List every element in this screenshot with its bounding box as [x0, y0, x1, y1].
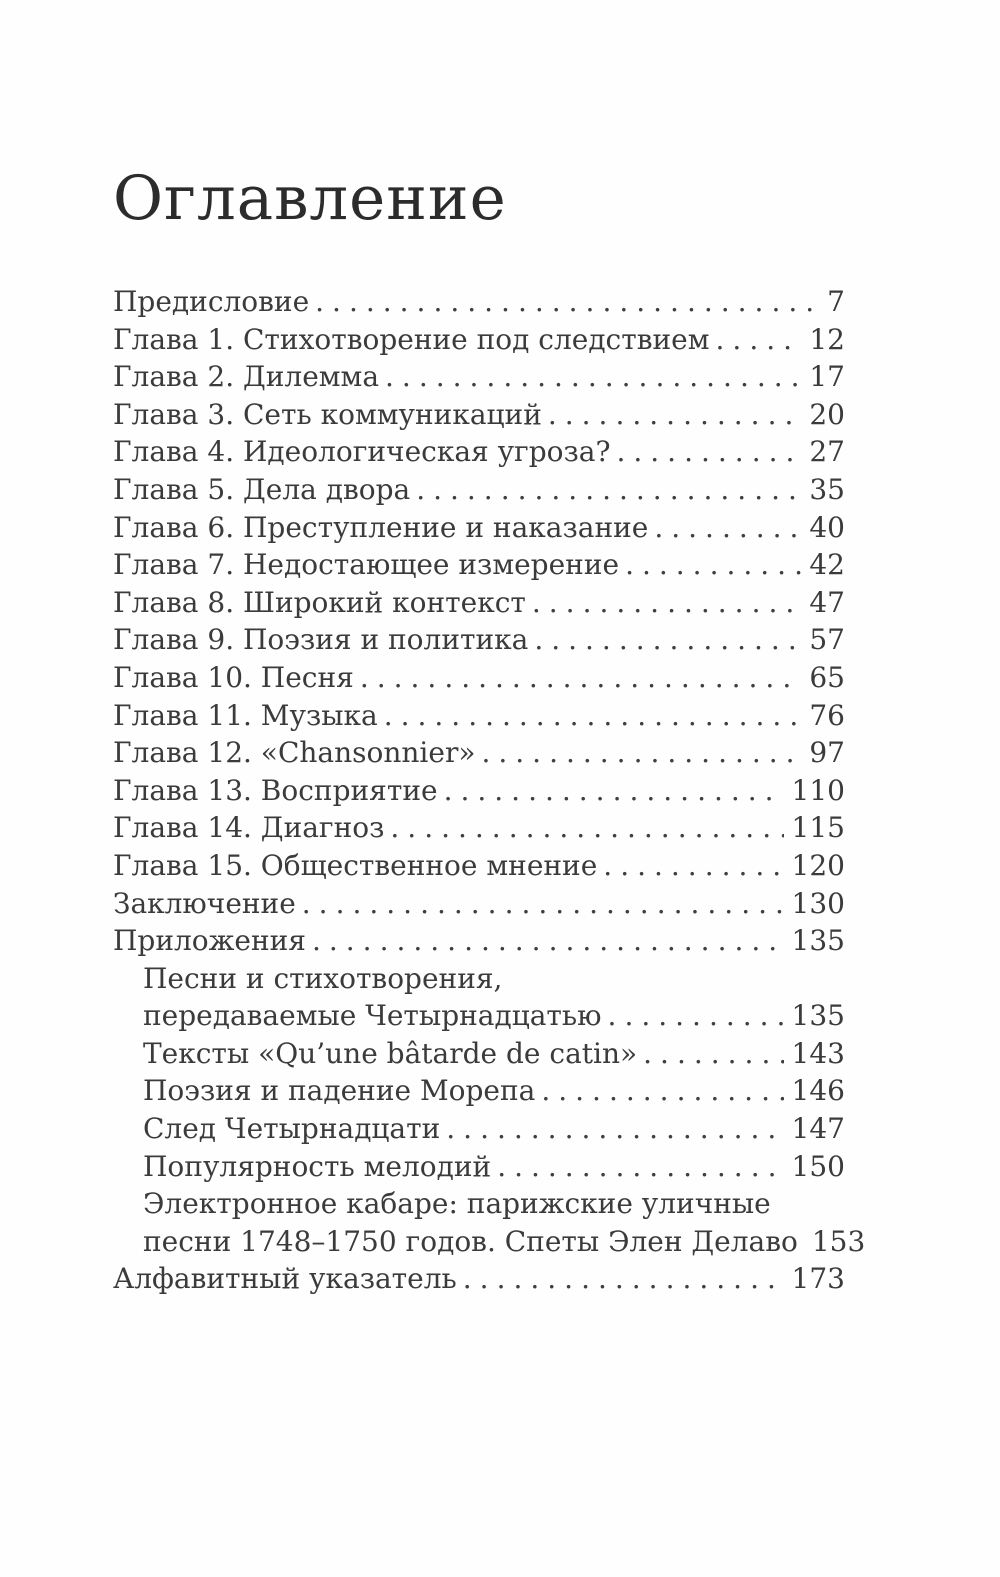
toc-entry [113, 1035, 845, 1073]
toc-entry [113, 1072, 845, 1110]
toc-leader-dots [541, 1072, 783, 1110]
toc-leader-dots [716, 321, 802, 359]
toc-entry-page: 97 [809, 736, 845, 770]
toc-leader-dots [654, 509, 801, 547]
toc-leader-dots [616, 433, 801, 471]
toc-leader-dots [608, 997, 784, 1035]
toc-entry [113, 734, 845, 772]
toc-entry-line [113, 509, 845, 547]
toc-leader-dots [463, 1260, 784, 1298]
toc-entry-line [113, 321, 845, 359]
toc-leader-dots [446, 1110, 783, 1148]
toc-entry-page: 57 [809, 623, 845, 657]
toc-entry [113, 471, 845, 509]
toc-entry [113, 922, 845, 960]
toc-entry-label: След Четырнадцати [143, 1112, 441, 1146]
toc-entry [113, 1110, 845, 1148]
toc-entry-line [143, 997, 845, 1035]
toc-entry-page: 150 [791, 1149, 845, 1183]
toc-entry-page: 147 [791, 1112, 845, 1146]
toc-entry [113, 396, 845, 434]
toc-entry [113, 960, 845, 1035]
toc-entry-label: Предисловие [113, 285, 310, 318]
toc-leader-dots [390, 809, 783, 847]
toc-entry-preline: Песни и стихотворения, [143, 961, 503, 995]
toc-leader-dots [302, 885, 784, 923]
toc-entry [113, 847, 845, 885]
page-title: Оглавление [113, 163, 507, 234]
toc-entry [113, 358, 845, 396]
toc-entry-label: Глава 1. Стихотворение под следствием [113, 322, 710, 356]
toc-entry-line [113, 922, 845, 960]
toc-entry-label: песни 1748–1750 годов. Спеты Элен Делаво [143, 1224, 798, 1258]
toc-entry-page: 42 [809, 548, 845, 582]
toc-leader-dots [497, 1148, 783, 1186]
toc-entry-page: 135 [791, 924, 845, 958]
toc-entry-page: 7 [827, 285, 845, 318]
toc-leader-dots [643, 1035, 783, 1073]
toc-entry-line [113, 1260, 845, 1298]
toc-entry-label: Глава 11. Музыка [113, 698, 378, 732]
toc-entry-label: Глава 13. Восприятие [113, 773, 438, 807]
toc-entry-page: 12 [809, 322, 845, 356]
toc-entry-line [113, 546, 845, 584]
toc-leader-dots [548, 396, 802, 434]
toc-entry [113, 1148, 845, 1186]
toc-entry-line [113, 358, 845, 396]
toc-list [113, 283, 866, 1298]
toc-entry-line [113, 659, 845, 697]
toc-entry [113, 772, 845, 810]
toc-entry-label: Заключение [113, 886, 296, 920]
toc-entry-page: 130 [791, 886, 845, 920]
toc-entry [113, 1260, 845, 1298]
toc-entry-page: 76 [809, 698, 845, 732]
toc-entry-page: 35 [809, 472, 845, 506]
toc-entry-page: 146 [791, 1074, 845, 1108]
toc-leader-dots [532, 584, 801, 622]
toc-entry-label: Популярность мелодий [143, 1149, 492, 1183]
toc-entry-label: Глава 14. Диагноз [113, 811, 385, 845]
toc-entry [113, 697, 845, 735]
toc-entry-label: Глава 6. Преступление и наказание [113, 510, 649, 544]
toc-leader-dots [625, 546, 801, 584]
toc-leader-dots [444, 772, 784, 810]
toc-entry-label: Глава 15. Общественное мнение [113, 848, 598, 882]
toc-entry [113, 584, 845, 622]
toc-entry-line [143, 1035, 845, 1073]
toc-entry-label: Глава 5. Дела двора [113, 472, 411, 506]
toc-entry-label: Алфавитный указатель [113, 1262, 457, 1296]
toc-entry-line [113, 847, 845, 885]
toc-leader-dots [481, 734, 801, 772]
toc-entry-line [143, 1148, 845, 1186]
toc-entry-line [113, 734, 845, 772]
toc-entry-page: 153 [811, 1224, 866, 1258]
toc-entry-line [113, 621, 845, 659]
toc-entry-label: Глава 4. Идеологическая угроза? [113, 435, 611, 469]
toc-leader-dots [312, 922, 784, 960]
toc-entry-page: 17 [809, 360, 845, 394]
toc-entry-page: 110 [791, 773, 845, 807]
toc-entry-line [113, 809, 845, 847]
toc-entry-label: Глава 3. Сеть коммуникаций [113, 397, 542, 431]
toc-entry-line [113, 697, 845, 735]
toc-entry-page: 20 [809, 397, 845, 431]
toc-entry-line [113, 433, 845, 471]
toc-entry-label: Глава 12. «Chansonnier» [113, 736, 476, 770]
toc-entry-page: 27 [809, 435, 845, 469]
toc-entry-label: передаваемые Четырнадцатью [143, 999, 602, 1033]
toc-entry-line [113, 283, 845, 321]
toc-entry-line [113, 584, 845, 622]
toc-entry [113, 321, 845, 359]
toc-leader-dots [315, 283, 819, 321]
toc-entry [113, 659, 845, 697]
toc-leader-dots [360, 659, 802, 697]
toc-entry-line [143, 1110, 845, 1148]
toc-leader-dots [416, 471, 801, 509]
toc-leader-dots [385, 358, 801, 396]
toc-entry-page: 47 [809, 585, 845, 619]
toc-entry [113, 509, 845, 547]
toc-entry-line [143, 1072, 845, 1110]
toc-entry-page: 173 [791, 1262, 845, 1296]
toc-entry-label: Приложения [113, 924, 306, 958]
toc-entry-page: 120 [791, 848, 845, 882]
toc-entry-page: 135 [791, 999, 845, 1033]
toc-leader-dots [603, 847, 783, 885]
toc-entry [113, 283, 845, 321]
toc-entry [113, 433, 845, 471]
toc-entry-label: Глава 8. Широкий контекст [113, 585, 526, 619]
toc-leader-dots [384, 697, 802, 735]
toc-entry-page: 40 [809, 510, 845, 544]
toc-entry-line [113, 471, 845, 509]
toc-entry-line [113, 396, 845, 434]
toc-entry-line [113, 885, 845, 923]
toc-entry-label: Тексты «Qu’une bâtarde de catin» [143, 1036, 638, 1070]
toc-entry-label: Поэзия и падение Морепа [143, 1074, 536, 1108]
toc-entry [113, 809, 845, 847]
toc-leader-dots [534, 621, 801, 659]
toc-entry-line [143, 1223, 866, 1261]
toc-entry [113, 1185, 866, 1260]
toc-entry-preline: Электронное кабаре: парижские уличные [143, 1187, 771, 1221]
toc-entry-label: Глава 7. Недостающее измерение [113, 548, 620, 582]
toc-entry-line [113, 772, 845, 810]
toc-entry-label: Глава 2. Дилемма [113, 360, 380, 394]
toc-entry-label: Глава 9. Поэзия и политика [113, 623, 529, 657]
toc-entry-page: 65 [809, 660, 845, 694]
toc-entry-page: 143 [791, 1036, 845, 1070]
toc-entry [113, 546, 845, 584]
toc-entry-page: 115 [791, 811, 845, 845]
toc-entry-label: Глава 10. Песня [113, 660, 354, 694]
toc-entry [113, 621, 845, 659]
toc-entry [113, 885, 845, 923]
